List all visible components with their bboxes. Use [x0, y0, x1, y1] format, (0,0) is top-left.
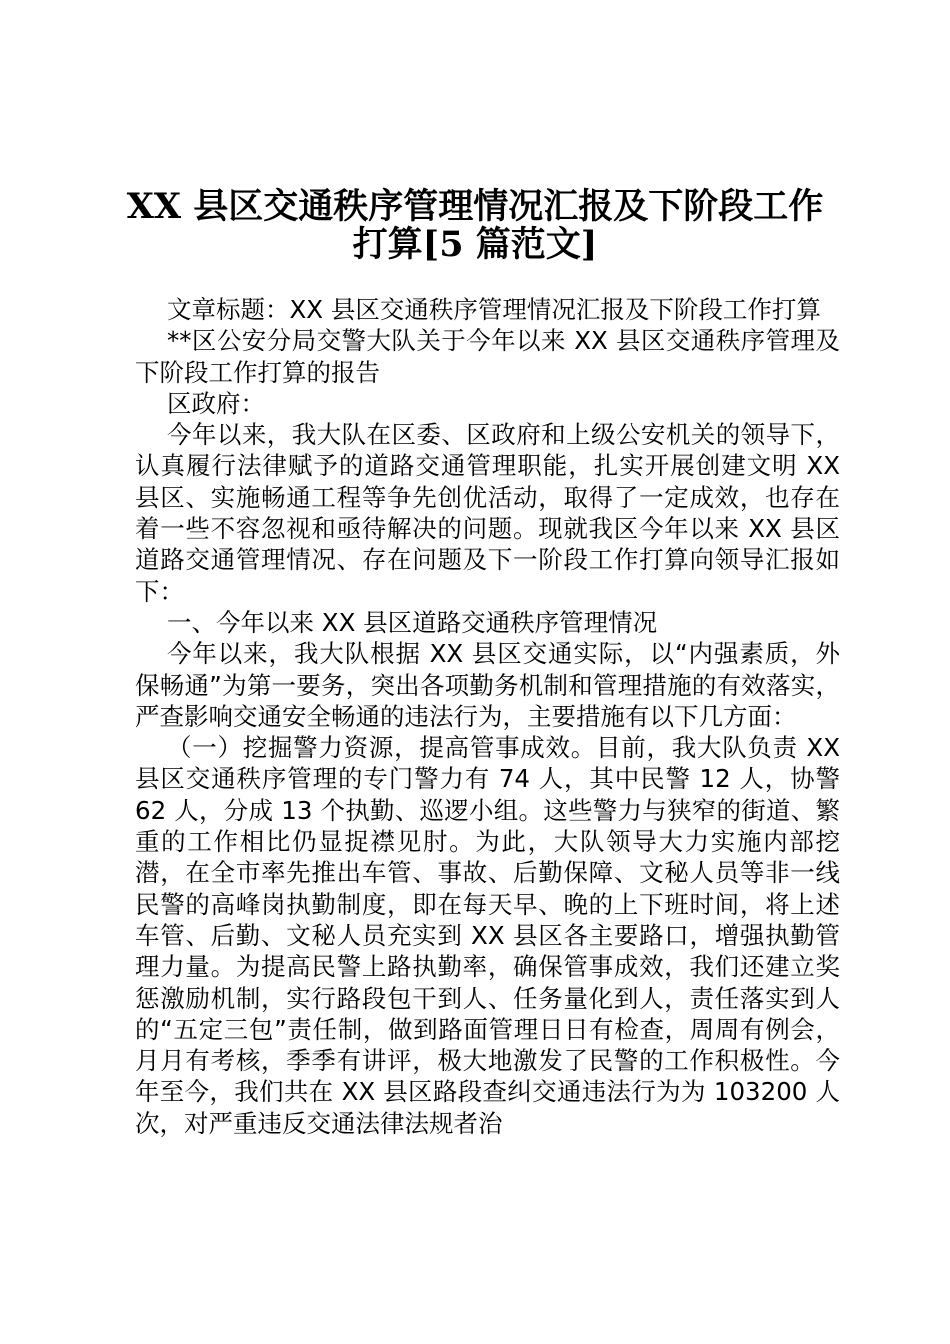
subsection-1-paragraph: （一）挖掘警力资源，提高管事成效。目前，我大队负责 XX 县区交通秩序管理的专门警力有 74 人，其中民警 12 人，协警 62 人，分成 13 个执勤、巡逻小组。这些警力与狭窄的街道、繁重的工作相比仍显捉襟见肘。为此，大队领导大力实施内部挖潜，在全市率先推出车管、事故、后勤保障、文秘人员等非一线民警的高峰岗执勤制度，即在每天早、晚的上下班时间，将上述车管、后勤、文秘人员充实到 XX 县区各主要路口，增强执勤管理力量。为提高民警上路执勤率，确保管事成效，我们还建立奖惩激励机制，实行路段包干到人、任务量化到人，责任落实到人的“五定三包”责任制，做到路面管理日日有检查，周周有例会，月月有考核，季季有讲评，极大地激发了民警的工作积极性。今年至今，我们共在 XX 县区路段查纠交通违法行为为 103200 人次，对严重违反交通法律法规者治 [135, 733, 840, 1138]
section-heading-1: 一、今年以来 XX 县区道路交通秩序管理情况 [167, 607, 658, 637]
addressee-paragraph: 区政府： [167, 388, 265, 418]
section-1-intro-paragraph: 今年以来，我大队根据 XX 县区交通实际，以“内强素质，外保畅通”为第一要务，突出各项勤务机制和管理措施的有效落实，严查影响交通安全畅通的违法行为，主要措施有以下几方面： [135, 639, 840, 731]
intro-paragraph: 今年以来，我大队在区委、区政府和上级公安机关的领导下，认真履行法律赋予的道路交通管理职能，扎实开展创建文明 XX 县区、实施畅通工程等争先创优活动，取得了一定成效，也存在着一些不容忽视和亟待解决的问题。现就我区今年以来 XX 县区道路交通管理情况、存在问题及下一阶段工作打算向领导汇报如下： [135, 420, 840, 606]
document-title-line-2: 打算[5 篇范文] [352, 224, 598, 265]
document-body [135, 294, 840, 1139]
report-heading-paragraph: **区公安分局交警大队关于今年以来 XX 县区交通秩序管理及下阶段工作打算的报告 [135, 326, 840, 387]
article-title-paragraph: 文章标题：XX 县区交通秩序管理情况汇报及下阶段工作打算 [167, 295, 821, 324]
document-title-line-1: XX 县区交通秩序管理情况汇报及下阶段工作 [126, 186, 824, 227]
